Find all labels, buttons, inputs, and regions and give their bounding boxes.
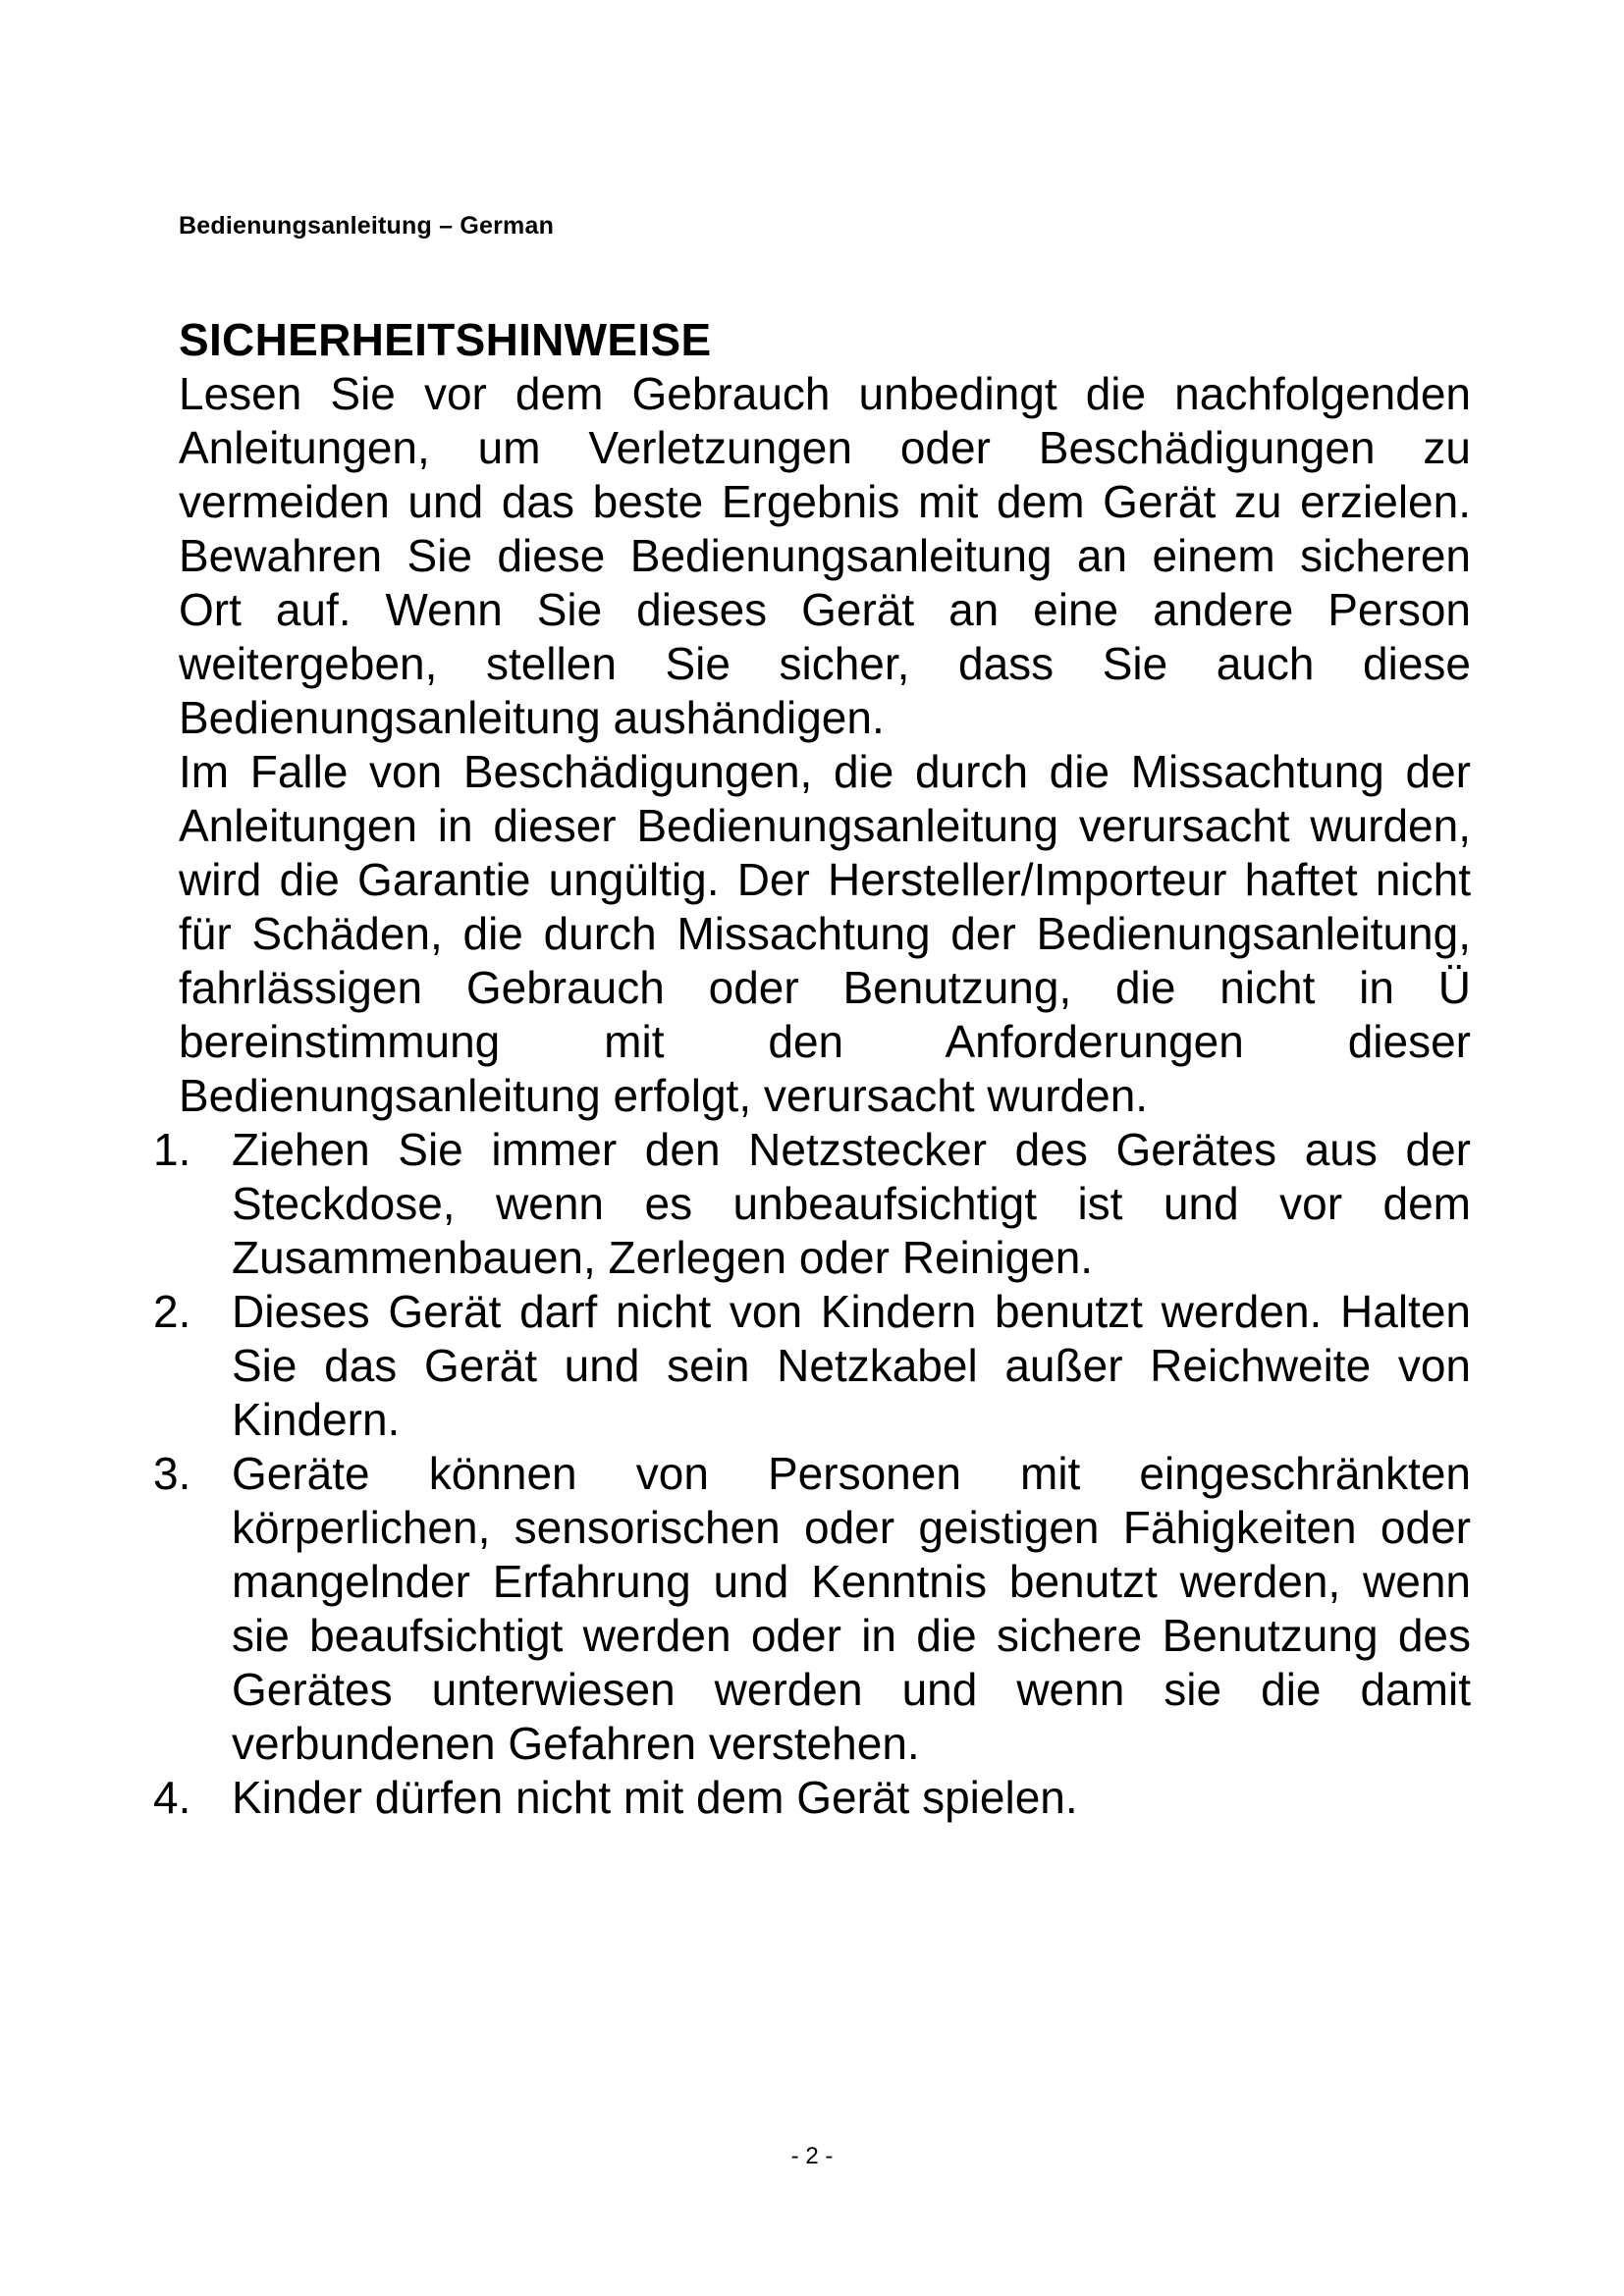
list-item-text: Geräte können von Personen mit eingeschränkten körperlichen, sensorischen oder geistigen Fähigkeiten oder mangelnder Erfahrung und Kenntnis benutzt werden, wenn sie beaufsichtigt werden oder in die sichere Benutzung des Gerätes unterwiesen werden und wenn sie die damit verbundenen Gefahren verstehen. <box>232 1448 1471 1769</box>
list-item <box>153 1123 1471 1285</box>
list-item-text: Dieses Gerät darf nicht von Kindern benutzt werden. Halten Sie das Gerät und sein Netzkabel außer Reichweite von Kindern. <box>232 1286 1471 1445</box>
section-title: SICHERHEITSHINWEISE <box>179 314 712 365</box>
list-item-text: Ziehen Sie immer den Netzstecker des Gerätes aus der Steckdose, wenn es unbeaufsichtigt ist und vor dem Zusammenbauen, Zerlegen oder Reinigen. <box>232 1124 1471 1283</box>
safety-list <box>153 1123 1471 1825</box>
running-header: Bedienungsanleitung – German <box>179 212 555 240</box>
list-item-number: 1. <box>153 1124 191 1175</box>
list-item <box>153 1771 1471 1825</box>
intro-paragraph: Lesen Sie vor dem Gebrauch unbedingt die nachfolgenden Anleitungen, um Verletzungen oder Beschädigungen zu vermeiden und das beste Ergebnis mit dem Gerät zu erzielen. Bewahren Sie diese Bedienungsanleitung an einem sicheren Ort auf. Wenn Sie dieses Gerät an eine andere Person weitergeben, stellen Sie sicher, dass Sie auch diese Bedienungsanleitung aushändigen. <box>179 368 1471 743</box>
warranty-paragraph: Im Falle von Beschädigungen, die durch die Missachtung der Anleitungen in dieser Bedienungsanleitung verursacht wurden, wird die Garantie ungültig. Der Hersteller/Importeur haftet nicht für Schäden, die durch Missachtung der Bedienungsanleitung, fahrlässigen Gebrauch oder Benutzung, die nicht in Ü bereinstimmung mit den Anforderungen dieser Bedienungsanleitung erfolgt, verursacht wurden. <box>179 746 1471 1121</box>
list-item-number: 2. <box>153 1286 191 1337</box>
list-item <box>153 1285 1471 1447</box>
list-item <box>153 1447 1471 1771</box>
page-number: - 2 - <box>790 2143 834 2169</box>
safety-section <box>153 312 1471 1825</box>
list-item-number: 3. <box>153 1448 191 1499</box>
list-item-number: 4. <box>153 1772 191 1823</box>
list-item-text: Kinder dürfen nicht mit dem Gerät spielen. <box>232 1772 1078 1823</box>
